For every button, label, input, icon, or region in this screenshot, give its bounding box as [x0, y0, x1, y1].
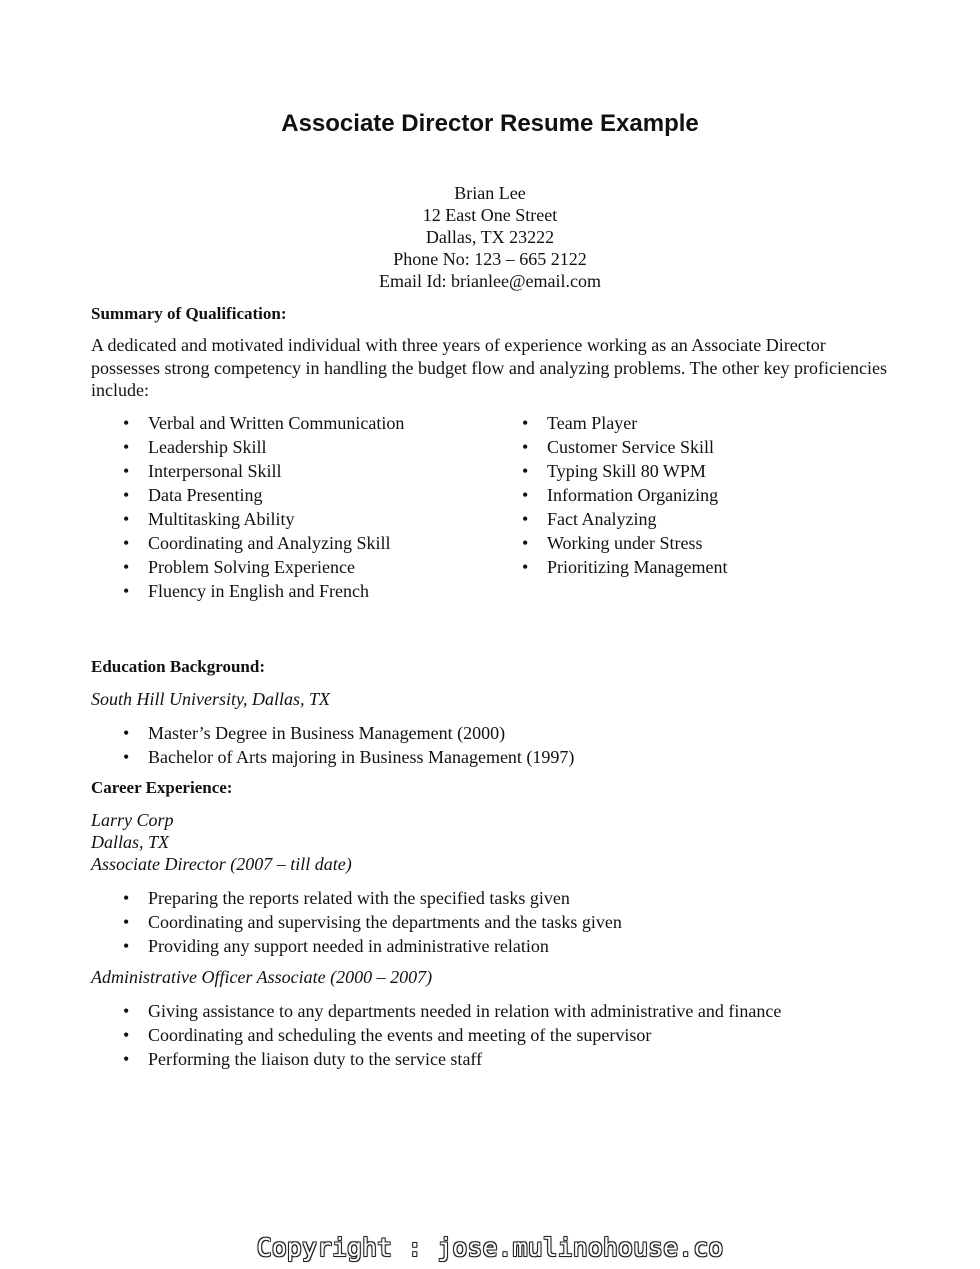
degree-list — [91, 721, 574, 769]
list-item: • Fact Analyzing — [490, 507, 727, 531]
list-item: • Problem Solving Experience — [91, 555, 404, 579]
skills-list-right — [490, 411, 727, 579]
education-heading: Education Background: — [91, 657, 265, 676]
list-item: • Bachelor of Arts majoring in Business Management (1997) — [91, 745, 574, 769]
role-2-duties — [91, 999, 781, 1071]
contact-street: 12 East One Street — [422, 205, 558, 225]
list-item: • Typing Skill 80 WPM — [490, 459, 727, 483]
page-title: Associate Director Resume Example — [281, 110, 699, 137]
list-item: • Leadership Skill — [91, 435, 404, 459]
contact-email: Email Id: brianlee@email.com — [379, 271, 601, 291]
list-item: • Information Organizing — [490, 483, 727, 507]
list-item: • Coordinating and Analyzing Skill — [91, 531, 404, 555]
list-item: • Master’s Degree in Business Management (2000) — [91, 721, 574, 745]
education-school: South Hill University, Dallas, TX — [91, 689, 331, 709]
list-item: • Fluency in English and French — [91, 579, 404, 603]
list-item: • Preparing the reports related with the specified tasks given — [91, 886, 622, 910]
summary-text: A dedicated and motivated individual with three years of experience working as an Associate Director possesses strong competency in handling the budget flow and analyzing problems. The other key proficiencies include: — [91, 335, 887, 400]
list-item: • Coordinating and scheduling the events and meeting of the supervisor — [91, 1023, 781, 1047]
list-item: • Providing any support needed in administrative relation — [91, 934, 622, 958]
list-item: • Prioritizing Management — [490, 555, 727, 579]
career-company: Larry Corp — [91, 810, 174, 830]
career-location: Dallas, TX — [91, 832, 170, 852]
role-1-duties — [91, 886, 622, 958]
list-item: • Performing the liaison duty to the service staff — [91, 1047, 781, 1071]
list-item: • Coordinating and supervising the departments and the tasks given — [91, 910, 622, 934]
list-item: • Working under Stress — [490, 531, 727, 555]
list-item: • Customer Service Skill — [490, 435, 727, 459]
skills-list-left — [91, 411, 404, 603]
summary-heading: Summary of Qualification: — [91, 304, 287, 323]
list-item: • Interpersonal Skill — [91, 459, 404, 483]
list-item: • Team Player — [490, 411, 727, 435]
contact-city: Dallas, TX 23222 — [425, 227, 555, 247]
contact-phone: Phone No: 123 – 665 2122 — [393, 249, 587, 269]
contact-block — [0, 182, 980, 292]
career-role-2: Administrative Officer Associate (2000 – 2007) — [91, 967, 433, 987]
list-item: • Verbal and Written Communication — [91, 411, 404, 435]
list-item: • Giving assistance to any departments needed in relation with administrative and finance — [91, 999, 781, 1023]
contact-name: Brian Lee — [454, 183, 526, 203]
career-role-1: Associate Director (2007 – till date) — [91, 854, 352, 874]
list-item: • Data Presenting — [91, 483, 404, 507]
list-item: • Multitasking Ability — [91, 507, 404, 531]
career-heading: Career Experience: — [91, 778, 233, 797]
copyright-watermark: Copyright : jose.mulinohouse.co — [256, 1233, 724, 1262]
